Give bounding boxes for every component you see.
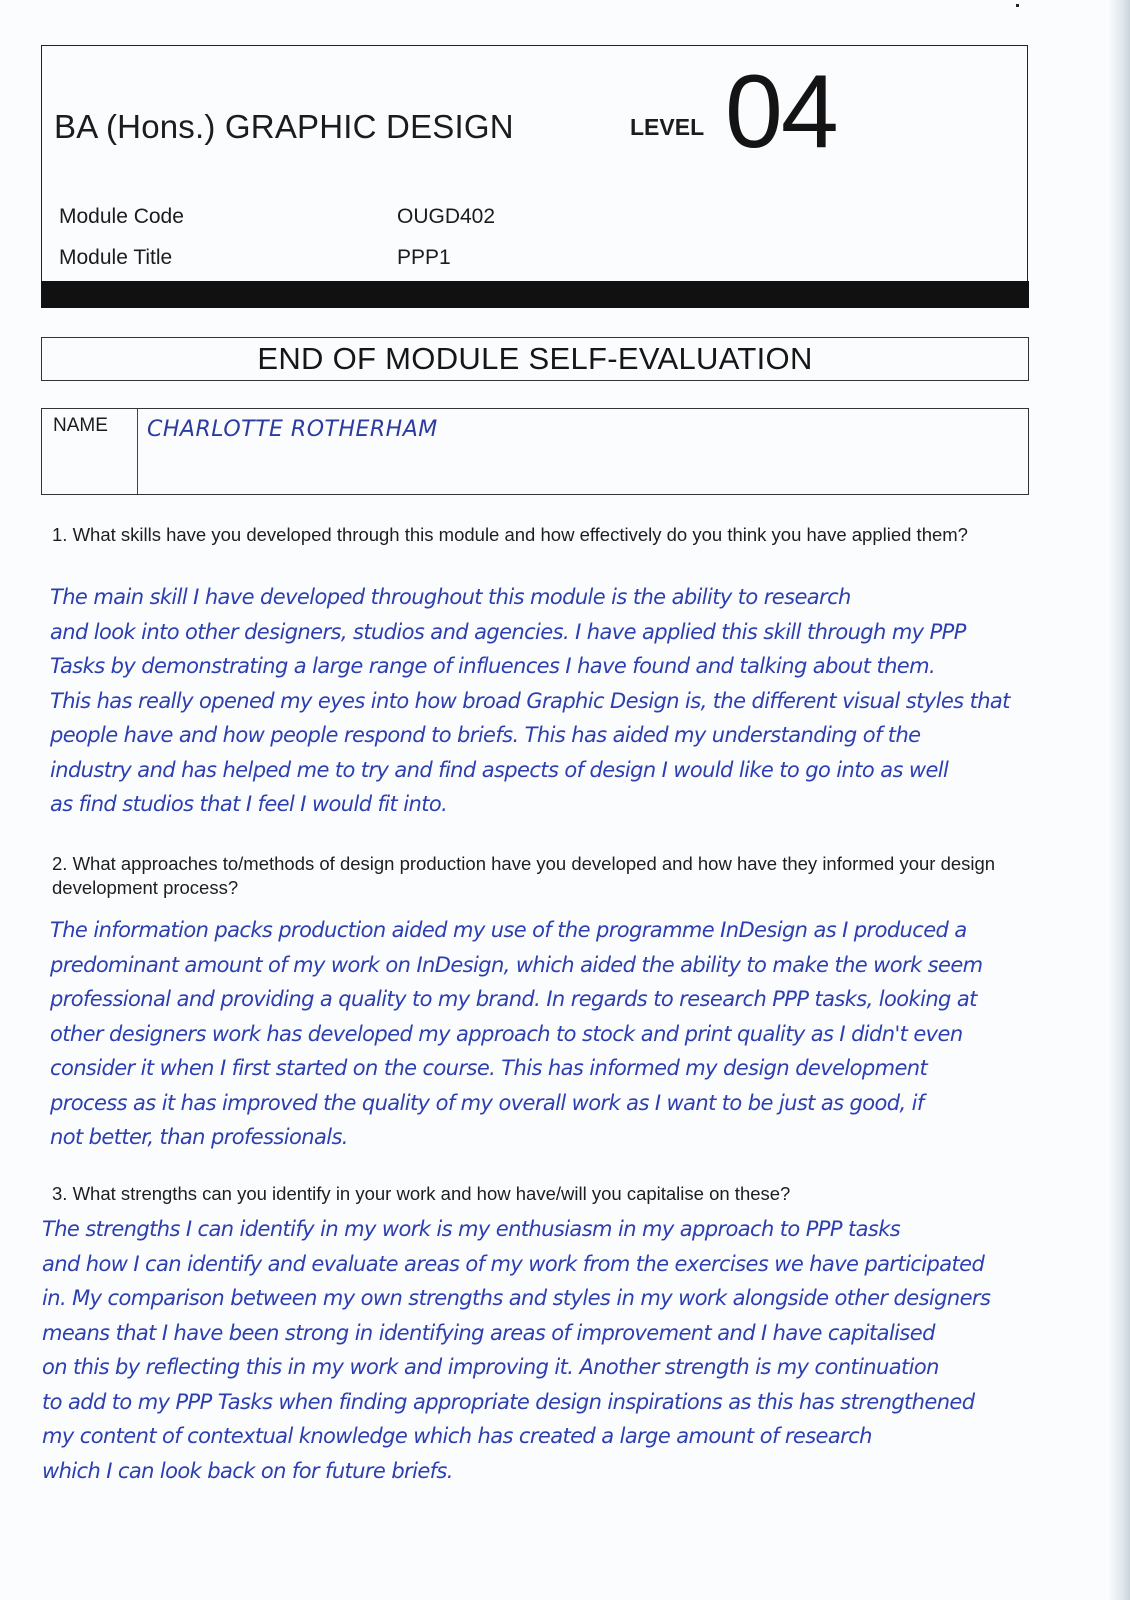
question-3: 3. What strengths can you identify in your work and how have/will you capitalise on these?: [52, 1183, 791, 1204]
answer-line: professional and providing a quality to my brand. In regards to research PPP tasks, looking at: [50, 987, 977, 1011]
answer-line: The information packs production aided my use of the programme InDesign as I produced a: [50, 918, 967, 942]
level-number: 04: [725, 54, 837, 170]
answer-line: Tasks by demonstrating a large range of influences I have found and talking about them.: [50, 654, 936, 678]
answer-line: process as it has improved the quality of my overall work as I want to be just as good, if: [50, 1090, 924, 1115]
header-box: [41, 45, 1028, 281]
answer-2[interactable]: [50, 913, 983, 1155]
form-title: END OF MODULE SELF-EVALUATION: [257, 341, 813, 376]
header-divider-bar: [41, 281, 1029, 308]
answer-line: on this by reflecting this in my work and improving it. Another strength is my continuation: [42, 1355, 939, 1379]
answer-line: as find studios that I feel I would fit into.: [50, 792, 448, 816]
name-value[interactable]: CHARLOTTE ROTHERHAM: [147, 417, 438, 442]
level-label: LEVEL: [630, 114, 705, 140]
name-field[interactable]: [41, 408, 1029, 495]
answer-line: The strengths I can identify in my work is my enthusiasm in my approach to PPP tasks: [42, 1217, 901, 1241]
programme-title: BA (Hons.) GRAPHIC DESIGN: [54, 108, 514, 145]
module-title-value: PPP1: [397, 246, 451, 269]
answer-line: consider it when I first started on the course. This has informed my design development: [50, 1056, 928, 1080]
answer-line: not better, than professionals.: [50, 1125, 348, 1149]
answer-line: predominant amount of my work on InDesign, which aided the ability to make the work seem: [50, 952, 983, 977]
answer-line: to add to my PPP Tasks when finding appropriate design inspirations as this has strengthened: [42, 1389, 975, 1414]
answer-line: people have and how people respond to briefs. This has aided my understanding of the: [50, 723, 921, 747]
answer-line: industry and has helped me to try and find aspects of design I would like to go into as well: [50, 757, 949, 782]
answer-line: in. My comparison between my own strengths and styles in my work alongside other designers: [42, 1286, 991, 1310]
answer-line: This has really opened my eyes into how broad Graphic Design is, the different visual styles that: [50, 688, 1010, 713]
answer-line: and look into other designers, studios and agencies. I have applied this skill through my PPP: [50, 619, 966, 644]
answer-line: which I can look back on for future briefs.: [42, 1458, 453, 1483]
answer-1[interactable]: [50, 580, 1010, 822]
scan-speck: [1016, 4, 1019, 7]
answer-3[interactable]: [42, 1212, 990, 1488]
page-edge-shadow: [1108, 0, 1130, 1600]
answer-line: and how I can identify and evaluate areas of my work from the exercises we have participated: [42, 1251, 985, 1276]
answer-line: other designers work has developed my approach to stock and print quality as I didn't even: [50, 1021, 963, 1046]
module-code-value: OUGD402: [397, 205, 496, 228]
answer-line: The main skill I have developed throughout this module is the ability to research: [50, 585, 851, 609]
question-1: 1. What skills have you developed through this module and how effectively do you think you have applied them?: [52, 524, 968, 545]
form-title-box: [41, 337, 1029, 381]
answer-line: means that I have been strong in identifying areas of improvement and I have capitalised: [42, 1320, 935, 1345]
question-2: 2. What approaches to/methods of design production have you developed and how have they informed your design development process?: [52, 853, 996, 898]
module-code-label: Module Code: [59, 205, 184, 228]
name-label: NAME: [42, 409, 138, 494]
module-title-label: Module Title: [59, 246, 173, 269]
answer-line: my content of contextual knowledge which has created a large amount of research: [42, 1424, 872, 1448]
